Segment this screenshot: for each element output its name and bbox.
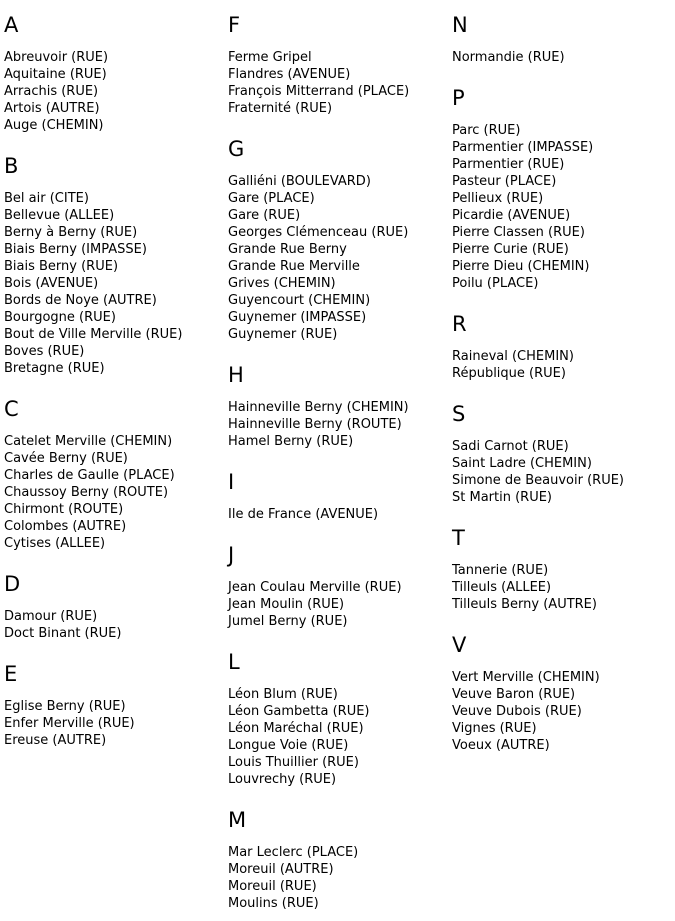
street-list bbox=[228, 173, 452, 343]
letter-section bbox=[228, 13, 452, 117]
street-index-column bbox=[452, 13, 675, 921]
letter-section bbox=[228, 363, 452, 450]
street-entry: Jean Coulau Merville (RUE) bbox=[228, 580, 402, 595]
street-index-column bbox=[4, 13, 228, 921]
street-entry: Georges Clémenceau (RUE) bbox=[228, 225, 409, 240]
street-entry: Ile de France (AVENUE) bbox=[228, 507, 379, 522]
street-entry: Grande Rue Merville bbox=[228, 259, 360, 274]
street-list bbox=[452, 122, 675, 292]
street-entry: Tilleuls (ALLEE) bbox=[452, 580, 552, 595]
street-entry: Saint Ladre (CHEMIN) bbox=[452, 456, 592, 471]
street-entry: Bourgogne (RUE) bbox=[4, 310, 116, 325]
street-entry: Gare (RUE) bbox=[228, 208, 301, 223]
street-entry: Damour (RUE) bbox=[4, 609, 98, 624]
street-list bbox=[452, 438, 675, 506]
street-entry: Grande Rue Berny bbox=[228, 242, 347, 257]
letter-heading: G bbox=[228, 137, 245, 161]
letter-heading: H bbox=[228, 363, 244, 387]
street-entry: Guynemer (IMPASSE) bbox=[228, 310, 367, 325]
street-entry: Catelet Merville (CHEMIN) bbox=[4, 434, 173, 449]
street-entry: Ereuse (AUTRE) bbox=[4, 733, 107, 748]
street-entry: Pellieux (RUE) bbox=[452, 191, 544, 206]
street-list bbox=[4, 698, 228, 749]
street-entry: Vert Merville (CHEMIN) bbox=[452, 670, 600, 685]
street-entry: Mar Leclerc (PLACE) bbox=[228, 845, 359, 860]
street-list bbox=[228, 506, 452, 523]
letter-section bbox=[452, 402, 675, 506]
street-list bbox=[452, 49, 675, 66]
street-list bbox=[4, 49, 228, 134]
street-entry: Chirmont (ROUTE) bbox=[4, 502, 124, 517]
street-entry: Jean Moulin (RUE) bbox=[228, 597, 345, 612]
street-list bbox=[228, 49, 452, 117]
street-entry: Berny à Berny (RUE) bbox=[4, 225, 138, 240]
letter-heading: J bbox=[228, 543, 235, 567]
street-entry: François Mitterrand (PLACE) bbox=[228, 84, 410, 99]
letter-section bbox=[452, 312, 675, 382]
street-entry: Guyencourt (CHEMIN) bbox=[228, 293, 371, 308]
street-entry: Pasteur (PLACE) bbox=[452, 174, 557, 189]
letter-heading: T bbox=[452, 526, 465, 550]
letter-section bbox=[452, 86, 675, 292]
street-entry: République (RUE) bbox=[452, 366, 566, 381]
street-entry: Flandres (AVENUE) bbox=[228, 67, 351, 82]
letter-section bbox=[452, 13, 675, 66]
street-entry: Galliéni (BOULEVARD) bbox=[228, 174, 371, 189]
street-entry: Simone de Beauvoir (RUE) bbox=[452, 473, 624, 488]
street-entry: Louis Thuillier (RUE) bbox=[228, 755, 359, 770]
street-entry: Pierre Curie (RUE) bbox=[452, 242, 569, 257]
letter-heading: I bbox=[228, 470, 235, 494]
letter-section bbox=[228, 470, 452, 523]
street-entry: Artois (AUTRE) bbox=[4, 101, 100, 116]
street-list bbox=[4, 608, 228, 642]
street-entry: Bout de Ville Merville (RUE) bbox=[4, 327, 183, 342]
street-entry: Tilleuls Berny (AUTRE) bbox=[452, 597, 597, 612]
letter-section bbox=[228, 808, 452, 912]
letter-heading: N bbox=[452, 13, 468, 37]
letter-section bbox=[4, 154, 228, 377]
letter-section bbox=[452, 633, 675, 754]
letter-heading: C bbox=[4, 397, 19, 421]
street-entry: Bois (AVENUE) bbox=[4, 276, 99, 291]
street-entry: Vignes (RUE) bbox=[452, 721, 537, 736]
street-list bbox=[228, 399, 452, 450]
street-entry: Auge (CHEMIN) bbox=[4, 118, 104, 133]
street-entry: Enfer Merville (RUE) bbox=[4, 716, 135, 731]
street-entry: Bel air (CITE) bbox=[4, 191, 89, 206]
street-entry: Longue Voie (RUE) bbox=[228, 738, 349, 753]
letter-heading: P bbox=[452, 86, 465, 110]
street-entry: Colombes (AUTRE) bbox=[4, 519, 127, 534]
street-entry: Parmentier (IMPASSE) bbox=[452, 140, 594, 155]
street-entry: Voeux (AUTRE) bbox=[452, 738, 550, 753]
street-list bbox=[228, 686, 452, 788]
street-entry: Louvrechy (RUE) bbox=[228, 772, 337, 787]
letter-heading: A bbox=[4, 13, 19, 37]
street-entry: Parc (RUE) bbox=[452, 123, 521, 138]
street-entry: Chaussoy Berny (ROUTE) bbox=[4, 485, 169, 500]
street-entry: Moulins (RUE) bbox=[228, 896, 319, 911]
letter-heading: F bbox=[228, 13, 241, 37]
street-entry: Arrachis (RUE) bbox=[4, 84, 99, 99]
street-list bbox=[452, 669, 675, 754]
street-entry: St Martin (RUE) bbox=[452, 490, 552, 505]
letter-section bbox=[4, 572, 228, 642]
street-entry: Léon Blum (RUE) bbox=[228, 687, 338, 702]
letter-section bbox=[228, 543, 452, 630]
street-entry: Grives (CHEMIN) bbox=[228, 276, 336, 291]
street-entry: Bords de Noye (AUTRE) bbox=[4, 293, 157, 308]
street-entry: Tannerie (RUE) bbox=[452, 563, 549, 578]
street-entry: Aquitaine (RUE) bbox=[4, 67, 107, 82]
street-entry: Sadi Carnot (RUE) bbox=[452, 439, 569, 454]
street-list bbox=[4, 190, 228, 377]
letter-heading: M bbox=[228, 808, 247, 832]
street-entry: Ferme Gripel bbox=[228, 50, 312, 65]
street-entry: Cytises (ALLEE) bbox=[4, 536, 106, 551]
street-entry: Abreuvoir (RUE) bbox=[4, 50, 109, 65]
street-entry: Moreuil (AUTRE) bbox=[228, 862, 334, 877]
street-entry: Moreuil (RUE) bbox=[228, 879, 317, 894]
street-entry: Hainneville Berny (ROUTE) bbox=[228, 417, 402, 432]
letter-heading: V bbox=[452, 633, 467, 657]
letter-section bbox=[228, 650, 452, 788]
street-entry: Fraternité (RUE) bbox=[228, 101, 333, 116]
street-list bbox=[228, 844, 452, 912]
street-list bbox=[452, 562, 675, 613]
street-index-column bbox=[228, 13, 452, 921]
street-entry: Veuve Baron (RUE) bbox=[452, 687, 576, 702]
street-list bbox=[228, 579, 452, 630]
street-list bbox=[4, 433, 228, 552]
letter-heading: S bbox=[452, 402, 466, 426]
street-entry: Raineval (CHEMIN) bbox=[452, 349, 574, 364]
letter-heading: E bbox=[4, 662, 18, 686]
street-entry: Normandie (RUE) bbox=[452, 50, 565, 65]
letter-section bbox=[4, 13, 228, 134]
street-entry: Léon Maréchal (RUE) bbox=[228, 721, 364, 736]
street-entry: Boves (RUE) bbox=[4, 344, 85, 359]
letter-heading: D bbox=[4, 572, 21, 596]
letter-section bbox=[4, 397, 228, 552]
letter-section bbox=[452, 526, 675, 613]
street-entry: Eglise Berny (RUE) bbox=[4, 699, 126, 714]
street-entry: Doct Binant (RUE) bbox=[4, 626, 122, 641]
street-list bbox=[452, 348, 675, 382]
street-entry: Hainneville Berny (CHEMIN) bbox=[228, 400, 409, 415]
street-entry: Gare (PLACE) bbox=[228, 191, 315, 206]
street-entry: Bellevue (ALLEE) bbox=[4, 208, 115, 223]
street-entry: Bretagne (RUE) bbox=[4, 361, 105, 376]
street-entry: Poilu (PLACE) bbox=[452, 276, 539, 291]
letter-heading: L bbox=[228, 650, 240, 674]
street-entry: Hamel Berny (RUE) bbox=[228, 434, 354, 449]
street-entry: Charles de Gaulle (PLACE) bbox=[4, 468, 175, 483]
street-entry: Léon Gambetta (RUE) bbox=[228, 704, 370, 719]
street-entry: Parmentier (RUE) bbox=[452, 157, 565, 172]
street-entry: Cavée Berny (RUE) bbox=[4, 451, 128, 466]
street-entry: Pierre Dieu (CHEMIN) bbox=[452, 259, 590, 274]
street-entry: Veuve Dubois (RUE) bbox=[452, 704, 582, 719]
street-entry: Biais Berny (IMPASSE) bbox=[4, 242, 147, 257]
street-entry: Picardie (AVENUE) bbox=[452, 208, 571, 223]
letter-section bbox=[4, 662, 228, 749]
street-entry: Jumel Berny (RUE) bbox=[228, 614, 348, 629]
letter-section bbox=[228, 137, 452, 343]
street-entry: Guynemer (RUE) bbox=[228, 327, 338, 342]
street-entry: Pierre Classen (RUE) bbox=[452, 225, 585, 240]
letter-heading: B bbox=[4, 154, 19, 178]
letter-heading: R bbox=[452, 312, 467, 336]
street-entry: Biais Berny (RUE) bbox=[4, 259, 119, 274]
